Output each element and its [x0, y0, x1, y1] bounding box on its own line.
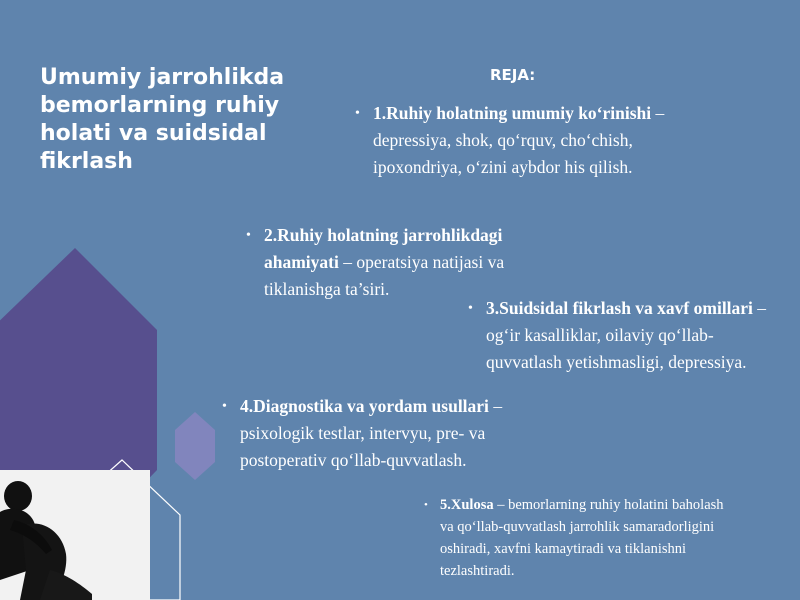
bullet-dot: •	[246, 228, 251, 243]
bullet-dot: •	[355, 106, 360, 121]
agenda-item-heading: 3.Suidsidal fikrlash va xavf omillari	[486, 298, 753, 318]
agenda-item-heading: 1.Ruhiy holatning umumiy ko‘rinishi	[373, 103, 652, 123]
sitting-person-silhouette-icon	[0, 470, 150, 600]
agenda-item-4	[222, 393, 510, 474]
person-photo	[0, 470, 150, 600]
bullet-dot: •	[222, 399, 227, 414]
bullet-dot: •	[424, 499, 428, 511]
agenda-item-text: – psixologik testlar, intervyu, pre- va postoperativ qo‘llab-quvvatlash.	[240, 396, 503, 470]
agenda-heading: REJA:	[490, 66, 536, 84]
agenda-item-1	[355, 100, 693, 181]
agenda-item-2	[246, 222, 564, 303]
agenda-item-3	[468, 295, 776, 376]
slide-title: Umumiy jarrohlikda bemorlarning ruhiy holati va suidsidal fikrlash	[40, 65, 285, 174]
agenda-item-text: – depressiya, shok, qo‘rquv, cho‘chish, ipoxondriya, o‘zini aybdor his qilish.	[373, 103, 665, 177]
agenda-item-heading: 5.Xulosa	[440, 497, 494, 513]
small-hexagon-shape	[175, 412, 215, 480]
agenda-item-heading: 2.Ruhiy holatning jarrohlikdagi ahamiyati	[264, 225, 503, 272]
bullet-dot: •	[468, 301, 473, 316]
agenda-item-text: – operatsiya natijasi va tiklanishga ta’siri.	[264, 252, 505, 299]
agenda-item-heading: 4.Diagnostika va yordam usullari	[240, 396, 489, 416]
agenda-item-5	[424, 494, 740, 582]
agenda-item-text: – bemorlarning ruhiy holatini baholash va qo‘llab-quvvatlash jarrohlik samaradorligini oshiradi, xavfni kamaytiradi va tiklanishni tezlashtiradi.	[440, 497, 724, 579]
agenda-item-text: – og‘ir kasalliklar, oilaviy qo‘llab-quvvatlash yetishmasligi, depressiya.	[486, 298, 767, 372]
